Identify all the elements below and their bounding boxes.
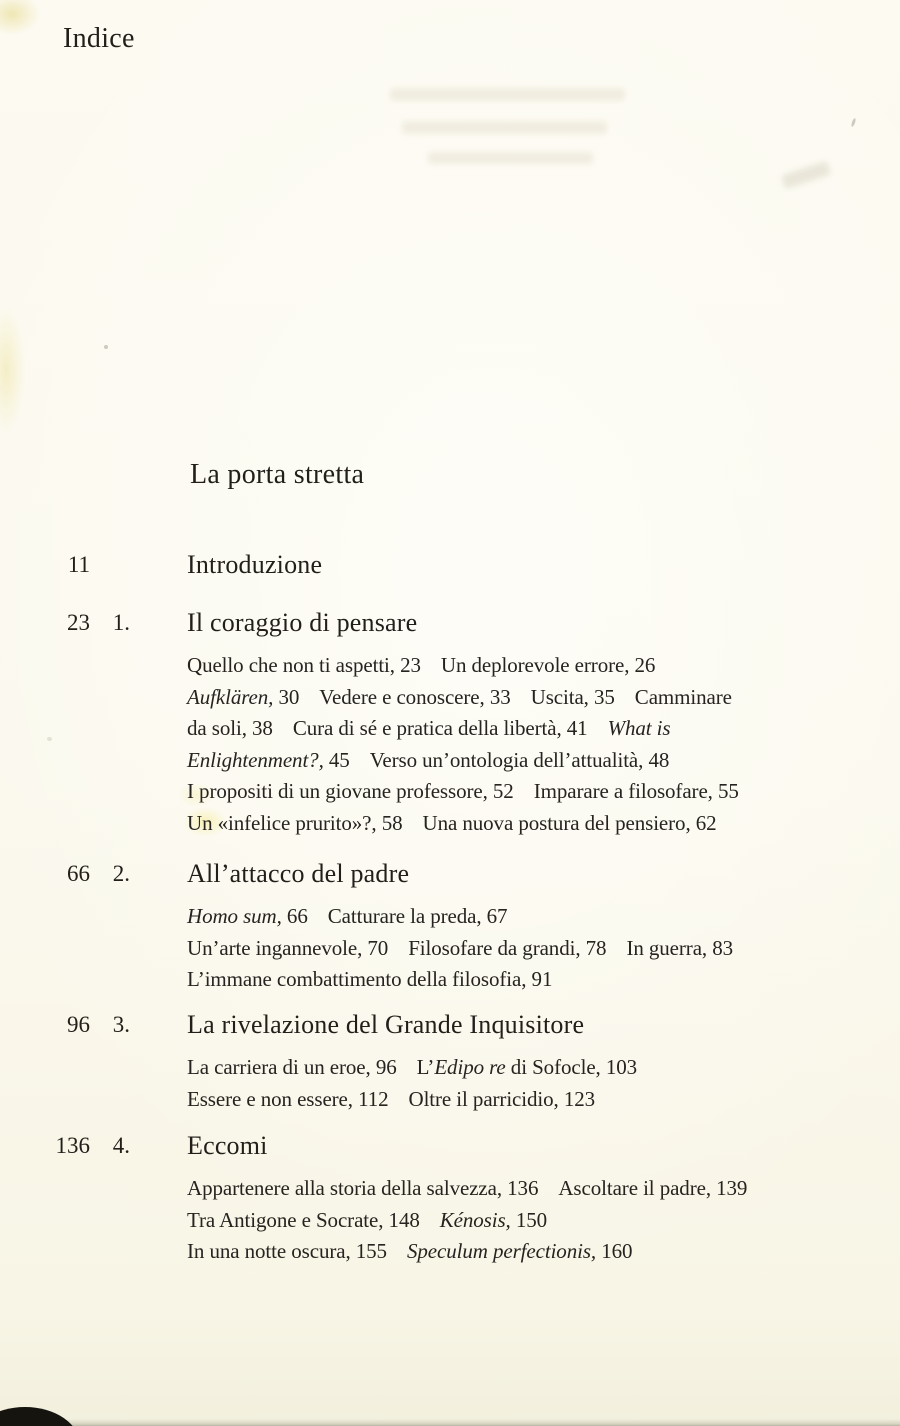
subentry-text: di Sofocle, 103 xyxy=(505,1055,638,1079)
subentry-line xyxy=(187,682,867,714)
subentry-text: Una nuova postura del pensiero, 62 xyxy=(422,810,717,835)
subentry-text: In guerra, 83 xyxy=(626,935,734,960)
chapter-subentries xyxy=(187,1173,867,1268)
show-through-mark xyxy=(390,88,625,101)
page-bottom-edge-shadow xyxy=(0,1419,900,1426)
subentry-line xyxy=(187,1173,867,1205)
subentry-line xyxy=(187,745,867,777)
subentry-text: Imparare a filosofare, 55 xyxy=(533,779,739,803)
subentry-text: da soli, 38 xyxy=(187,716,273,740)
show-through-mark xyxy=(781,161,831,189)
subentry-line xyxy=(187,1084,867,1116)
show-through-mark xyxy=(428,152,593,164)
page-title: Indice xyxy=(63,23,135,54)
subentry-text: La carriera di un eroe, 96 xyxy=(187,1055,397,1079)
subentry-text: L’immane combattimento della filosofia, 91 xyxy=(187,967,553,991)
subentry-line xyxy=(187,1236,867,1268)
paper-speck xyxy=(47,737,52,741)
subentry-text: Oltre il parricidio, 123 xyxy=(408,1086,596,1111)
subentry-text: Vedere e conoscere, 33 xyxy=(319,684,511,709)
subentry-text-italic: Aufklären, xyxy=(187,684,274,709)
chapter-subentries xyxy=(187,901,867,996)
entry-body xyxy=(187,550,867,580)
subentry-text: Ascoltare il padre, 139 xyxy=(558,1176,748,1200)
subentry-line xyxy=(187,650,867,682)
paper-speck xyxy=(851,118,857,127)
subentry-text: Catturare la preda, 67 xyxy=(327,904,508,928)
paper-speck xyxy=(104,345,108,349)
subentry-text: Tra Antigone e Socrate, 148 xyxy=(187,1207,420,1232)
entry-body xyxy=(187,1131,867,1268)
subentry-text-italic: Speculum perfectionis, xyxy=(406,1239,597,1263)
page-number: 96 xyxy=(67,1012,90,1037)
chapter-number: 1. xyxy=(112,610,130,635)
subentry-line xyxy=(187,964,867,996)
entry-body xyxy=(187,859,867,996)
subentry-text: L’ xyxy=(416,1055,435,1079)
scan-corner-shadow xyxy=(0,1407,80,1426)
book-section-heading: La porta stretta xyxy=(190,459,365,490)
chapter-number: 4. xyxy=(112,1133,130,1158)
page-number: 23 xyxy=(67,610,90,635)
chapter-title: Introduzione xyxy=(187,550,323,579)
subentry-text: Verso un’ontologia dell’attualità, 48 xyxy=(369,747,670,772)
subentry-line xyxy=(187,901,867,933)
page-number: 136 xyxy=(55,1133,90,1158)
page-number: 66 xyxy=(67,861,90,886)
chapter-title: Il coraggio di pensare xyxy=(187,608,418,637)
subentry-text: 30 xyxy=(273,684,300,709)
subentry-line xyxy=(187,1052,867,1084)
subentry-text: I propositi di un giovane professore, 52 xyxy=(187,779,514,803)
subentry-text: Cura di sé e pratica della libertà, 41 xyxy=(292,716,588,740)
chapter-subentries xyxy=(187,650,867,839)
subentry-text: Essere e non essere, 112 xyxy=(187,1086,389,1111)
chapter-title: La rivelazione del Grande Inquisitore xyxy=(187,1010,585,1039)
subentry-text-italic: Homo sum, xyxy=(187,904,282,928)
page-number: 11 xyxy=(67,552,90,577)
subentry-text: Camminare xyxy=(634,684,732,709)
subentry-text: Un «infelice prurito»?, 58 xyxy=(187,810,403,835)
entry-body xyxy=(187,608,867,839)
entry-body xyxy=(187,1010,867,1115)
chapter-title: All’attacco del padre xyxy=(187,859,410,888)
subentry-text: Uscita, 35 xyxy=(530,684,615,709)
subentry-text: Appartenere alla storia della salvezza, 136 xyxy=(187,1176,539,1200)
subentry-line xyxy=(187,933,867,965)
subentry-text: 45 xyxy=(323,747,350,772)
subentry-text: Filosofare da grandi, 78 xyxy=(408,935,607,960)
subentry-text: 160 xyxy=(596,1239,633,1263)
subentry-text: 66 xyxy=(281,904,308,928)
subentry-text: 150 xyxy=(510,1207,548,1232)
subentry-line xyxy=(187,713,867,745)
subentry-line xyxy=(187,776,867,808)
subentry-text-italic: Edipo re xyxy=(434,1055,506,1079)
chapter-number: 3. xyxy=(112,1012,130,1037)
subentry-line xyxy=(187,1205,867,1237)
subentry-text-italic: What is xyxy=(607,716,671,740)
subentry-text: Quello che non ti aspetti, 23 xyxy=(187,653,421,677)
chapter-number: 2. xyxy=(112,861,130,886)
subentry-text-italic: Kénosis, xyxy=(439,1207,511,1232)
subentry-text: Un’arte ingannevole, 70 xyxy=(187,935,389,960)
chapter-title: Eccomi xyxy=(187,1131,268,1160)
show-through-mark xyxy=(402,121,607,134)
chapter-subentries xyxy=(187,1052,867,1115)
subentry-text-italic: Enlightenment?, xyxy=(187,747,324,772)
subentry-text: In una notte oscura, 155 xyxy=(187,1239,387,1263)
subentry-text: Un deplorevole errore, 26 xyxy=(440,653,656,677)
subentry-line xyxy=(187,808,867,840)
